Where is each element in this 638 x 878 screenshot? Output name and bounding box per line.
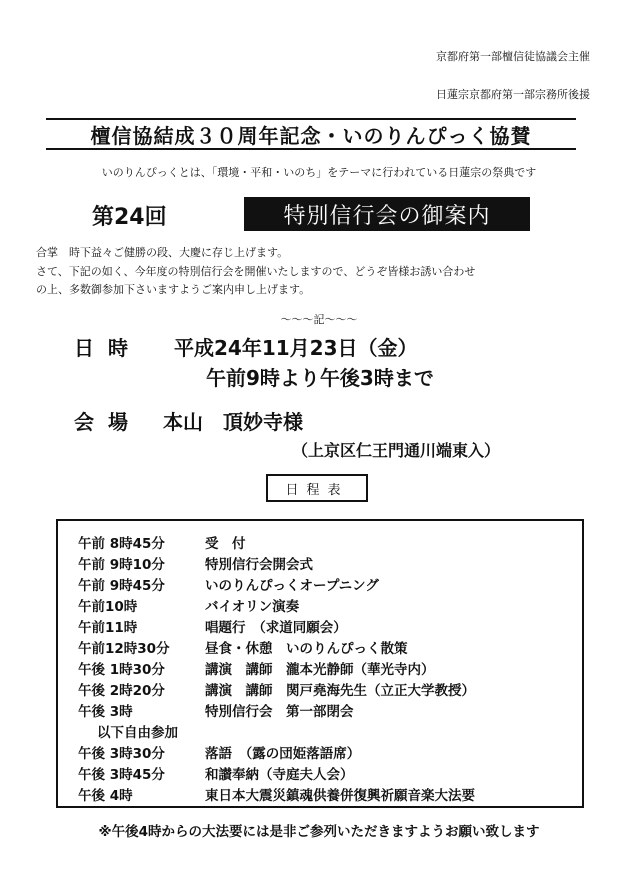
schedule-time: 午後 1時30分 — [78, 662, 165, 678]
schedule-time: 午後 3時45分 — [78, 767, 165, 783]
schedule-time: 午後 4時 — [78, 788, 133, 804]
greeting-line-1: 合掌 時下益々ご健勝の段、大慶に存じ上げます。 — [36, 246, 289, 259]
organizer-line-1: 京都府第一部檀信徒協議会主催 — [436, 50, 590, 63]
schedule-event: 和讃奉納（寺庭夫人会） — [205, 767, 354, 783]
edition-number: 第24回 — [92, 205, 167, 230]
schedule-event: 講演 講師 関戸堯海先生（立正大学教授） — [205, 683, 475, 699]
datetime-hours: 午前9時より午後3時まで — [206, 366, 434, 390]
schedule-time: 午前 9時45分 — [78, 578, 165, 594]
footer-note: ※午後4時からの大法要には是非ご参列いただきますようお願い致します — [98, 824, 540, 840]
schedule-time: 午前 8時45分 — [78, 536, 165, 552]
schedule-event: 唱題行 （求道同願会） — [205, 620, 347, 636]
schedule-event: 特別信行会開会式 — [205, 557, 313, 573]
page-title: 特別信行会の御案内 — [244, 197, 530, 231]
anniversary-banner: 檀信協結成３０周年記念・いのりんぴっく協賛 — [46, 118, 576, 150]
schedule-event: 受 付 — [205, 536, 246, 552]
datetime-label: 日時 — [74, 336, 142, 360]
schedule-title: 日程表 — [266, 474, 368, 502]
schedule-time: 午後 2時20分 — [78, 683, 165, 699]
venue-label: 会場 — [74, 410, 142, 434]
greeting-line-2: さて、下記の如く、今年度の特別信行会を開催いたしますので、どうぞ皆様お誘い合わせ — [36, 265, 476, 278]
schedule-time: 午後 3時 — [78, 704, 133, 720]
inorinpic-explanation: いのりんぴっくとは、「環境・平和・いのち」をテーマに行われている日蓮宗の祭典です — [101, 166, 537, 179]
schedule-event: 東日本大震災鎮魂供養併復興祈願音楽大法要 — [205, 788, 475, 804]
schedule-time: 午前 9時10分 — [78, 557, 165, 573]
schedule-time: 午前12時30分 — [78, 641, 170, 657]
ki-separator: 〜〜〜記〜〜〜 — [280, 313, 358, 326]
schedule-event: 落語 （露の団姫落語席） — [205, 746, 361, 762]
schedule-time: 午後 3時30分 — [78, 746, 165, 762]
free-participation-note: 以下自由参加 — [97, 725, 178, 741]
schedule-event: 特別信行会 第一部閉会 — [205, 704, 354, 720]
schedule-event: 昼食・休憩 いのりんぴっく散策 — [205, 641, 408, 657]
venue-name: 本山 頂妙寺様 — [163, 410, 303, 434]
venue-address: （上京区仁王門通川端東入） — [292, 441, 501, 460]
datetime-date: 平成24年11月23日（金） — [174, 336, 418, 360]
schedule-event: いのりんぴっくオープニング — [205, 578, 379, 594]
greeting-line-3: の上、多数御参加下さいますようご案内申し上げます。 — [36, 283, 311, 296]
schedule-time: 午前10時 — [78, 599, 138, 615]
schedule-event: バイオリン演奏 — [205, 599, 300, 615]
organizer-line-2: 日蓮宗京都府第一部宗務所後援 — [436, 88, 590, 101]
schedule-event: 講演 講師 瀧本光静師（華光寺内） — [205, 662, 435, 678]
schedule-time: 午前11時 — [78, 620, 138, 636]
